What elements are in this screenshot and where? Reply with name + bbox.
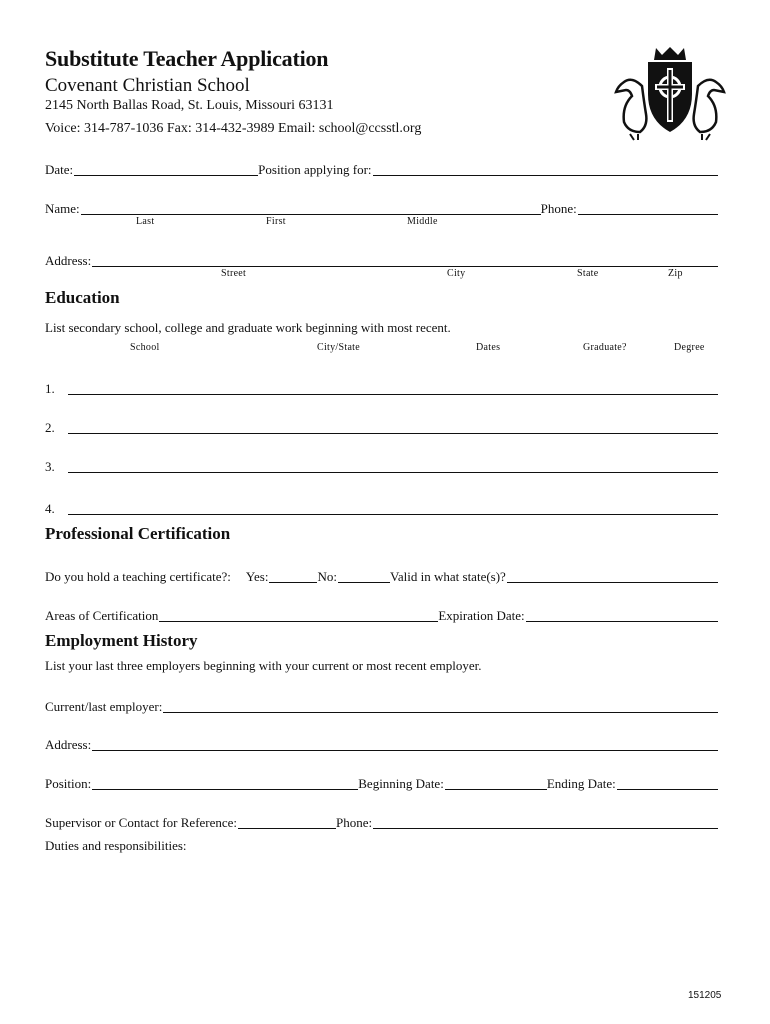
education-col-graduate: Graduate? [583,342,627,353]
employer-address-field[interactable] [92,736,718,751]
valid-states-label: Valid in what state(s)? [389,569,506,584]
employer-address-label: Address: [45,737,92,752]
certification-heading: Professional Certification [45,524,231,543]
school-contact: Voice: 314-787-1036 Fax: 314-432-3989 Email: school@ccsstl.org [45,121,422,136]
education-instruction: List secondary school, college and graduate work beginning with most recent. [45,320,451,335]
education-row-field[interactable] [68,472,718,473]
education-row-field[interactable] [68,433,718,434]
form-code: 151205 [688,990,722,1001]
education-row [45,418,718,436]
beginning-date-field[interactable] [445,775,547,790]
supervisor-label: Supervisor or Contact for Reference: [45,815,238,830]
education-row-number: 3. [45,459,55,474]
school-address: 2145 North Ballas Road, St. Louis, Missouri 63131 [45,98,334,113]
school-crest-logo [612,46,728,142]
date-field[interactable] [74,161,258,176]
employment-position-label: Position: [45,776,92,791]
supervisor-phone-field[interactable] [373,814,718,829]
school-name: Covenant Christian School [45,75,250,96]
education-row-field[interactable] [68,394,718,395]
certification-areas-field[interactable] [159,607,438,622]
education-row-number: 2. [45,420,55,435]
education-row-field[interactable] [68,514,718,515]
ending-date-label: Ending Date: [546,776,616,791]
certification-areas-label: Areas of Certification [45,608,159,623]
address-part-zip: Zip [668,268,683,279]
ending-date-field[interactable] [617,775,718,790]
education-col-degree: Degree [674,342,705,353]
certificate-question: Do you hold a teaching certificate?: [45,569,231,584]
name-part-middle: Middle [407,216,438,227]
supervisor-phone-label: Phone: [336,815,373,830]
employer-field[interactable] [163,698,718,713]
address-part-street: Street [221,268,247,279]
certificate-yes-field[interactable] [269,568,317,583]
position-label: Position applying for: [258,162,372,177]
expiration-date-label: Expiration Date: [438,608,525,623]
employment-instruction: List your last three employers beginning with your current or most recent employer. [45,658,482,673]
certificate-yes-label: Yes: [245,569,269,584]
education-row-number: 1. [45,381,55,396]
valid-states-field[interactable] [507,568,718,583]
name-part-last: Last [136,216,155,227]
employment-position-field[interactable] [92,775,358,790]
duties-label: Duties and responsibilities: [45,838,187,853]
employer-label: Current/last employer: [45,699,163,714]
name-label: Name: [45,201,80,216]
name-part-first: First [266,216,286,227]
education-row [45,457,718,475]
address-label: Address: [45,253,92,268]
address-field[interactable] [92,252,718,267]
name-field[interactable] [81,200,541,215]
supervisor-field[interactable] [238,814,336,829]
phone-field[interactable] [578,200,718,215]
education-col-citystate: City/State [317,342,360,353]
address-part-city: City [447,268,466,279]
education-row [45,379,718,397]
date-label: Date: [45,162,74,177]
employment-heading: Employment History [45,631,198,650]
expiration-date-field[interactable] [526,607,718,622]
education-heading: Education [45,288,120,307]
education-row-number: 4. [45,501,55,516]
position-field[interactable] [373,161,718,176]
beginning-date-label: Beginning Date: [358,776,444,791]
education-row [45,499,718,517]
phone-label: Phone: [540,201,577,216]
certificate-no-field[interactable] [338,568,390,583]
address-part-state: State [577,268,599,279]
form-title: Substitute Teacher Application [45,46,329,71]
certificate-no-label: No: [317,569,337,584]
education-col-school: School [130,342,160,353]
education-col-dates: Dates [476,342,501,353]
